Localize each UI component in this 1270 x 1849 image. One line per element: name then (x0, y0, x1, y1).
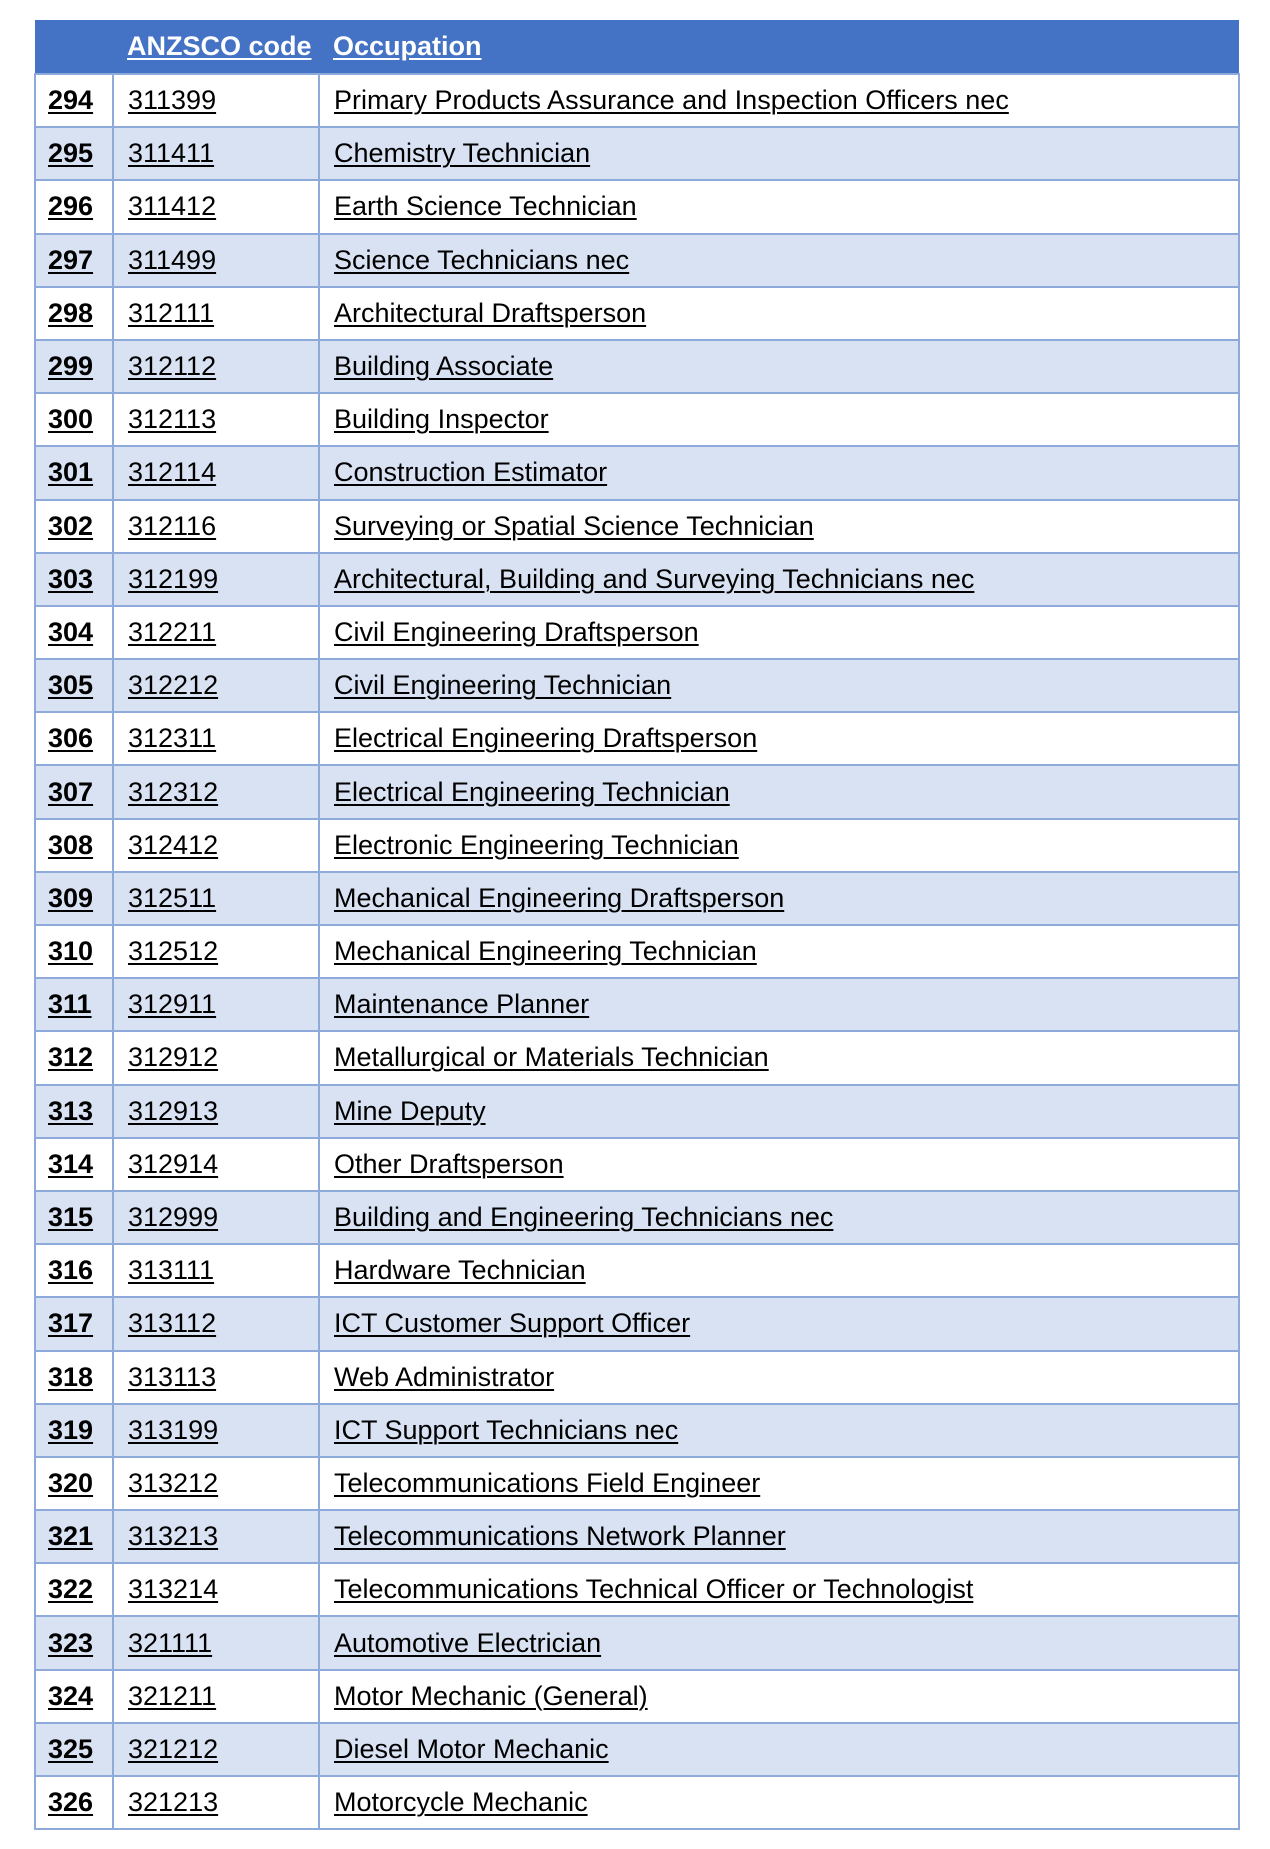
anzsco-code-link[interactable]: 312999 (128, 1202, 219, 1233)
row-number (35, 234, 113, 287)
occupation-link[interactable]: Telecommunications Field Engineer (334, 1467, 761, 1498)
anzsco-code-cell (113, 1351, 319, 1404)
anzsco-code-link[interactable]: 313113 (128, 1361, 217, 1392)
occupation-cell (319, 446, 1239, 499)
anzsco-code-link[interactable]: 312312 (128, 776, 219, 807)
occupation-link[interactable]: Electronic Engineering Technician (334, 829, 739, 860)
row-number-link[interactable]: 296 (48, 191, 94, 222)
occupation-link[interactable]: Motorcycle Mechanic (334, 1787, 588, 1818)
row-number-link[interactable]: 319 (48, 1414, 94, 1445)
anzsco-code-link[interactable]: 312113 (128, 404, 217, 435)
row-number-link[interactable]: 301 (48, 457, 94, 488)
row-number-link[interactable]: 307 (48, 776, 94, 807)
occupation-link[interactable]: Hardware Technician (334, 1255, 586, 1286)
row-number-link[interactable]: 302 (48, 510, 94, 541)
anzsco-code-cell (113, 1723, 319, 1776)
anzsco-code-link[interactable]: 313213 (128, 1521, 219, 1552)
anzsco-code-cell (113, 340, 319, 393)
anzsco-code-link[interactable]: 311499 (128, 244, 217, 275)
anzsco-code-link[interactable]: 321111 (128, 1627, 213, 1658)
anzsco-code-cell (113, 1404, 319, 1457)
occupation-link[interactable]: Building and Engineering Technicians nec (334, 1202, 834, 1233)
anzsco-code-link[interactable]: 313214 (128, 1574, 219, 1605)
row-number (35, 287, 113, 340)
anzsco-code-link[interactable]: 312511 (128, 882, 217, 913)
row-number-link[interactable]: 321 (48, 1521, 94, 1552)
occupation-cell (319, 287, 1239, 340)
row-number (35, 925, 113, 978)
row-number-link[interactable]: 306 (48, 723, 94, 754)
row-number (35, 819, 113, 872)
anzsco-code-cell (113, 1244, 319, 1297)
anzsco-code-link[interactable]: 321211 (128, 1680, 217, 1711)
row-number-link[interactable]: 294 (48, 85, 94, 116)
anzsco-code-cell (113, 1776, 319, 1829)
anzsco-code-link[interactable]: 312412 (128, 829, 219, 860)
row-number (35, 1404, 113, 1457)
occupation-cell (319, 234, 1239, 287)
table-row (35, 872, 1239, 925)
anzsco-code-link[interactable]: 313199 (128, 1414, 219, 1445)
occupation-link[interactable]: Mechanical Engineering Technician (334, 936, 757, 967)
anzsco-code-cell (113, 1085, 319, 1138)
table-row (35, 1297, 1239, 1350)
anzsco-code-link[interactable]: 312914 (128, 1148, 219, 1179)
anzsco-code-cell (113, 234, 319, 287)
table-row (35, 1457, 1239, 1510)
row-number (35, 553, 113, 606)
row-number-link[interactable]: 318 (48, 1361, 94, 1392)
occupation-link[interactable]: Building Inspector (334, 404, 549, 435)
row-number (35, 1138, 113, 1191)
anzsco-code-link[interactable]: 313112 (128, 1308, 217, 1339)
row-number (35, 127, 113, 180)
anzsco-code-cell (113, 1191, 319, 1244)
occupation-link[interactable]: Construction Estimator (334, 457, 608, 488)
occupation-table (34, 20, 1240, 1830)
occupation-link[interactable]: Web Administrator (334, 1361, 555, 1392)
row-number (35, 1616, 113, 1669)
row-number (35, 1670, 113, 1723)
row-number (35, 1457, 113, 1510)
row-number (35, 1776, 113, 1829)
anzsco-code-link[interactable]: 312311 (128, 723, 217, 754)
occupation-link[interactable]: Earth Science Technician (334, 191, 637, 222)
table-row (35, 1031, 1239, 1084)
occupation-cell (319, 765, 1239, 818)
anzsco-code-link[interactable]: 321213 (128, 1787, 219, 1818)
table-row (35, 446, 1239, 499)
occupation-link[interactable]: Maintenance Planner (334, 989, 590, 1020)
occupation-cell (319, 1776, 1239, 1829)
table-row (35, 340, 1239, 393)
occupation-cell (319, 1138, 1239, 1191)
occupation-cell (319, 127, 1239, 180)
occupation-cell (319, 872, 1239, 925)
row-number-link[interactable]: 315 (48, 1202, 94, 1233)
row-number-link[interactable]: 311 (48, 989, 92, 1020)
occupation-cell (319, 819, 1239, 872)
row-number-link[interactable]: 310 (48, 936, 94, 967)
table-row (35, 1723, 1239, 1776)
occupation-link[interactable]: Science Technicians nec (334, 244, 630, 275)
anzsco-code-cell (113, 127, 319, 180)
occupation-cell (319, 1616, 1239, 1669)
row-number-link[interactable]: 304 (48, 616, 94, 647)
table-row (35, 1085, 1239, 1138)
row-number-link[interactable]: 314 (48, 1148, 94, 1179)
row-number-link[interactable]: 325 (48, 1733, 94, 1764)
row-number-link[interactable]: 313 (48, 1095, 94, 1126)
anzsco-code-cell (113, 1031, 319, 1084)
occupation-cell (319, 606, 1239, 659)
row-number-link[interactable]: 312 (48, 1042, 94, 1073)
row-number-link[interactable]: 326 (48, 1787, 94, 1818)
occupation-link[interactable]: Architectural Draftsperson (334, 297, 647, 328)
anzsco-code-link[interactable]: 312211 (128, 616, 217, 647)
table-row (35, 1351, 1239, 1404)
table-row (35, 180, 1239, 233)
anzsco-code-link[interactable]: 312912 (128, 1042, 219, 1073)
occupation-cell (319, 180, 1239, 233)
row-number (35, 500, 113, 553)
anzsco-code-link[interactable]: 312911 (128, 989, 217, 1020)
table-row (35, 1776, 1239, 1829)
occupation-link[interactable]: Electrical Engineering Draftsperson (334, 723, 758, 754)
row-number (35, 393, 113, 446)
occupation-cell (319, 1510, 1239, 1563)
table-row (35, 978, 1239, 1031)
occupation-cell (319, 1563, 1239, 1616)
occupation-link[interactable]: Telecommunications Technical Officer or Technologist (334, 1574, 974, 1605)
anzsco-code-link[interactable]: 311411 (128, 138, 215, 169)
header-row (35, 20, 1239, 74)
occupation-cell (319, 553, 1239, 606)
anzsco-code-cell (113, 446, 319, 499)
row-number (35, 606, 113, 659)
table-row (35, 127, 1239, 180)
table-row (35, 500, 1239, 553)
anzsco-code-cell (113, 553, 319, 606)
occupation-cell (319, 1191, 1239, 1244)
anzsco-code-link[interactable]: 312112 (128, 351, 217, 382)
anzsco-code-cell (113, 978, 319, 1031)
anzsco-code-link[interactable]: 312512 (128, 936, 219, 967)
anzsco-code-cell (113, 872, 319, 925)
table-row (35, 1563, 1239, 1616)
anzsco-code-link[interactable]: 312116 (128, 510, 217, 541)
occupation-cell (319, 500, 1239, 553)
anzsco-code-link[interactable]: 313111 (128, 1255, 215, 1286)
row-number (35, 1031, 113, 1084)
occupation-cell (319, 1297, 1239, 1350)
anzsco-code-cell (113, 1138, 319, 1191)
anzsco-code-cell (113, 659, 319, 712)
occupation-link[interactable]: Civil Engineering Technician (334, 670, 672, 701)
occupation-link[interactable]: Architectural, Building and Surveying Technicians nec (334, 563, 975, 594)
row-number-link[interactable]: 320 (48, 1467, 94, 1498)
row-number (35, 1191, 113, 1244)
row-number-link[interactable]: 308 (48, 829, 94, 860)
occupation-table-container (34, 20, 1238, 1830)
anzsco-code-cell (113, 1563, 319, 1616)
anzsco-code-cell (113, 765, 319, 818)
anzsco-code-cell (113, 1616, 319, 1669)
anzsco-code-link[interactable]: 312212 (128, 670, 219, 701)
occupation-cell (319, 393, 1239, 446)
anzsco-code-cell (113, 180, 319, 233)
table-row (35, 765, 1239, 818)
row-number-link[interactable]: 316 (48, 1255, 94, 1286)
table-row (35, 659, 1239, 712)
anzsco-code-cell (113, 925, 319, 978)
anzsco-code-link[interactable]: 313212 (128, 1467, 219, 1498)
occupation-link[interactable]: ICT Support Technicians nec (334, 1414, 679, 1445)
row-number-link[interactable]: 298 (48, 297, 94, 328)
occupation-link[interactable]: Surveying or Spatial Science Technician (334, 510, 814, 541)
row-number (35, 659, 113, 712)
occupation-link[interactable]: Motor Mechanic (General) (334, 1680, 648, 1711)
occupation-cell (319, 978, 1239, 1031)
occupation-cell (319, 74, 1239, 127)
occupation-link[interactable]: Electrical Engineering Technician (334, 776, 730, 807)
anzsco-code-cell (113, 1670, 319, 1723)
row-number (35, 712, 113, 765)
occupation-link[interactable]: Building Associate (334, 351, 554, 382)
occupation-link[interactable]: ICT Customer Support Officer (334, 1308, 691, 1339)
row-number (35, 1351, 113, 1404)
anzsco-code-cell (113, 500, 319, 553)
occupation-cell (319, 1670, 1239, 1723)
row-number (35, 1244, 113, 1297)
table-row (35, 74, 1239, 127)
table-body (35, 74, 1239, 1829)
row-number-link[interactable]: 295 (48, 138, 94, 169)
row-number-link[interactable]: 303 (48, 563, 94, 594)
row-number (35, 978, 113, 1031)
anzsco-code-cell (113, 1297, 319, 1350)
header-number (35, 20, 113, 74)
row-number (35, 872, 113, 925)
table-row (35, 287, 1239, 340)
occupation-cell (319, 1085, 1239, 1138)
row-number-link[interactable]: 324 (48, 1680, 94, 1711)
anzsco-code-cell (113, 74, 319, 127)
occupation-cell (319, 659, 1239, 712)
header-anzsco-code[interactable]: ANZSCO code (127, 31, 312, 61)
anzsco-code-link[interactable]: 321212 (128, 1733, 219, 1764)
row-number-link[interactable]: 323 (48, 1627, 94, 1658)
anzsco-code-link[interactable]: 311412 (128, 191, 217, 222)
row-number (35, 1723, 113, 1776)
occupation-link[interactable]: Other Draftsperson (334, 1148, 564, 1179)
table-row (35, 1616, 1239, 1669)
table-row (35, 1191, 1239, 1244)
row-number (35, 765, 113, 818)
occupation-cell (319, 1351, 1239, 1404)
occupation-link[interactable]: Telecommunications Network Planner (334, 1521, 786, 1552)
anzsco-code-link[interactable]: 312111 (128, 297, 215, 328)
anzsco-code-link[interactable]: 312114 (128, 457, 217, 488)
occupation-cell (319, 1244, 1239, 1297)
occupation-link[interactable]: Chemistry Technician (334, 138, 591, 169)
table-row (35, 819, 1239, 872)
row-number-link[interactable]: 305 (48, 670, 94, 701)
table-row (35, 1510, 1239, 1563)
anzsco-code-cell (113, 819, 319, 872)
anzsco-code-link[interactable]: 312913 (128, 1095, 219, 1126)
row-number (35, 340, 113, 393)
table-header (35, 20, 1239, 74)
occupation-link[interactable]: Diesel Motor Mechanic (334, 1733, 609, 1764)
occupation-cell (319, 712, 1239, 765)
row-number-link[interactable]: 297 (48, 244, 94, 275)
occupation-cell (319, 340, 1239, 393)
table-row (35, 393, 1239, 446)
anzsco-code-link[interactable]: 312199 (128, 563, 219, 594)
table-row (35, 553, 1239, 606)
table-row (35, 234, 1239, 287)
row-number (35, 446, 113, 499)
table-row (35, 606, 1239, 659)
row-number-link[interactable]: 317 (48, 1308, 94, 1339)
anzsco-code-cell (113, 393, 319, 446)
row-number (35, 74, 113, 127)
anzsco-code-cell (113, 287, 319, 340)
anzsco-code-cell (113, 1510, 319, 1563)
row-number-link[interactable]: 300 (48, 404, 94, 435)
anzsco-code-link[interactable]: 311399 (128, 85, 217, 116)
occupation-link[interactable]: Mine Deputy (334, 1095, 486, 1126)
table-row (35, 1404, 1239, 1457)
row-number (35, 1563, 113, 1616)
row-number-link[interactable]: 309 (48, 882, 94, 913)
occupation-link[interactable]: Metallurgical or Materials Technician (334, 1042, 769, 1073)
table-row (35, 712, 1239, 765)
row-number (35, 1510, 113, 1563)
occupation-cell (319, 1031, 1239, 1084)
table-row (35, 1670, 1239, 1723)
header-occupation[interactable]: Occupation (333, 31, 482, 61)
row-number-link[interactable]: 299 (48, 351, 94, 382)
anzsco-code-cell (113, 1457, 319, 1510)
row-number (35, 1297, 113, 1350)
table-row (35, 1138, 1239, 1191)
anzsco-code-cell (113, 712, 319, 765)
table-row (35, 1244, 1239, 1297)
occupation-link[interactable]: Civil Engineering Draftsperson (334, 616, 699, 647)
occupation-cell (319, 1404, 1239, 1457)
occupation-cell (319, 1723, 1239, 1776)
row-number (35, 1085, 113, 1138)
occupation-link[interactable]: Mechanical Engineering Draftsperson (334, 882, 785, 913)
table-row (35, 925, 1239, 978)
occupation-link[interactable]: Primary Products Assurance and Inspection Officers nec (334, 85, 1009, 116)
row-number-link[interactable]: 322 (48, 1574, 94, 1605)
occupation-cell (319, 925, 1239, 978)
row-number (35, 180, 113, 233)
anzsco-code-cell (113, 606, 319, 659)
occupation-link[interactable]: Automotive Electrician (334, 1627, 602, 1658)
occupation-cell (319, 1457, 1239, 1510)
